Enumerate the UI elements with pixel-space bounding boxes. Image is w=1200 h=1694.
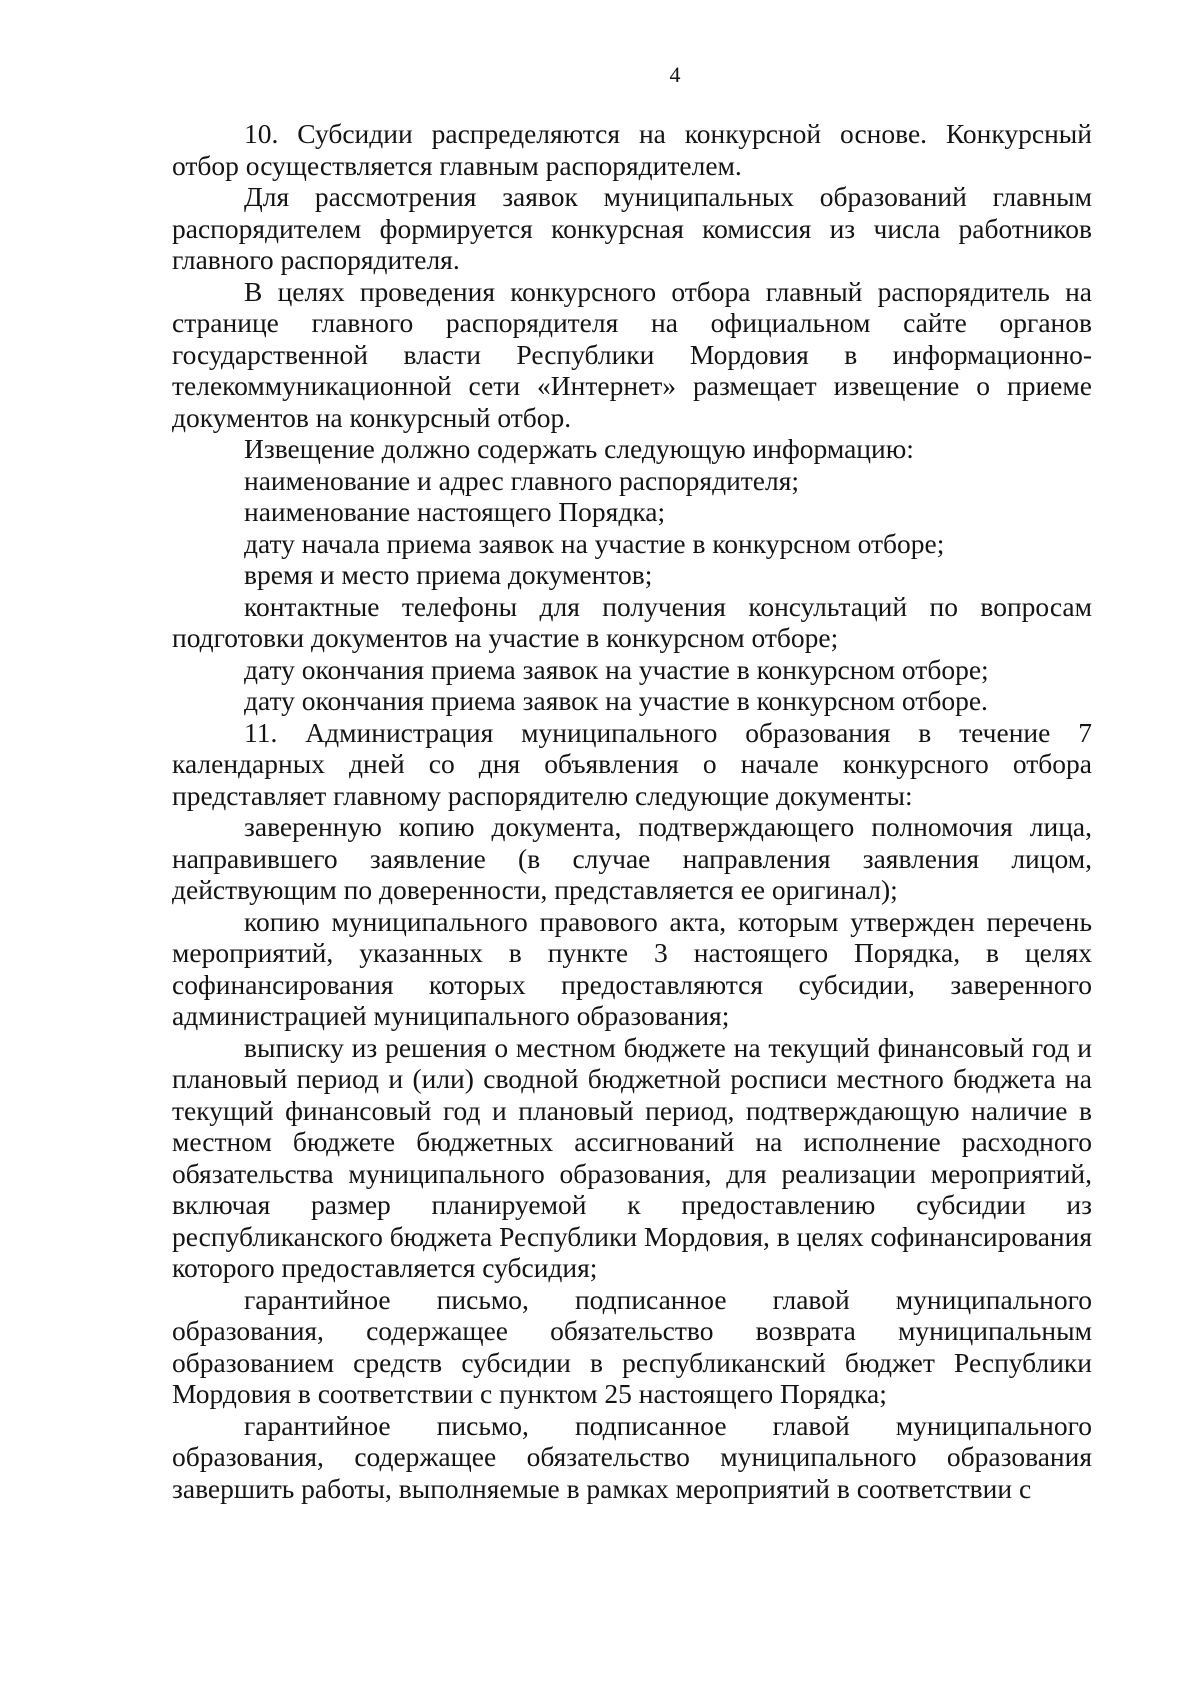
list-item: дату окончания приема заявок на участие в конкурсном отборе; — [244, 653, 989, 685]
list-item: наименование настоящего Порядка; — [244, 496, 666, 527]
list-item: гарантийное письмо, подписанное главой муниципального образования, содержащее обязательство муниципального образования завершить работы, выполняемые в рамках мероприятий в соответствии с — [172, 1409, 1092, 1504]
list-item: контактные телефоны для получения консультаций по вопросам подготовки документов на участие в конкурсном отборе; — [172, 590, 1092, 653]
list-item: заверенную копию документа, подтверждающего полномочия лица, направившего заявление (в случае направления заявления лицом, действующим по доверенности, представляется ее оригинал); — [172, 811, 1092, 905]
list-item: дату начала приема заявок на участие в конкурсном отборе; — [244, 527, 945, 559]
paragraph-commission: Для рассмотрения заявок муниципальных образований главным распорядителем формируется конкурсная комиссия из числа работников главного распорядителя. — [172, 181, 1092, 275]
paragraph-notice-publication: В целях проведения конкурсного отбора главный распорядитель на странице главного распорядителя на официальном сайте органов государственной власти Республики Мордовия в информационно-телекоммуникационной сети «Интернет» размещает извещение о приеме документов на конкурсный отбор. — [172, 275, 1092, 433]
paragraph-item-11: 11. Администрация муниципального образования в течение 7 календарных дней со дня объявления о начале конкурсного отбора представляет главному распорядителю следующие документы: — [172, 716, 1092, 811]
list-item: гарантийное письмо, подписанное главой муниципального образования, содержащее обязательство возврата муниципальным образованием средств субсидии в республиканский бюджет Республики Мордовия в соответствии с пунктом 25 настоящего Порядка; — [172, 1283, 1092, 1409]
list-item: наименование и адрес главного распорядителя; — [244, 464, 800, 496]
paragraph-item-10: 10. Субсидии распределяются на конкурсной основе. Конкурсный отбор осуществляется главным распорядителем. — [172, 118, 1092, 181]
page-number: 4 — [669, 62, 681, 87]
paragraph-notice-contents: Извещение должно содержать следующую информацию: — [244, 433, 914, 464]
list-item: выписку из решения о местном бюджете на текущий финансовый год и плановый период и (или) сводной бюджетной росписи местного бюджета на текущий финансовый год и плановый период, подтверждающую наличие в местном бюджете бюджетных ассигнований на исполнение расходного обязательства муниципального образования, для реализации мероприятий, включая размер планируемой к предоставлению субсидии из республиканского бюджета Республики Мордовия, в целях софинансирования которого предоставляется субсидия; — [172, 1031, 1092, 1283]
list-item: дату окончания приема заявок на участие в конкурсном отборе. — [244, 685, 988, 716]
list-item: время и место приема документов; — [244, 559, 653, 590]
document-body — [172, 118, 1092, 1504]
list-item: копию муниципального правового акта, которым утвержден перечень мероприятий, указанных в пункте 3 настоящего Порядка, в целях софинансирования которых предоставляются субсидии, заверенного администрацией муниципального образования; — [172, 905, 1092, 1031]
